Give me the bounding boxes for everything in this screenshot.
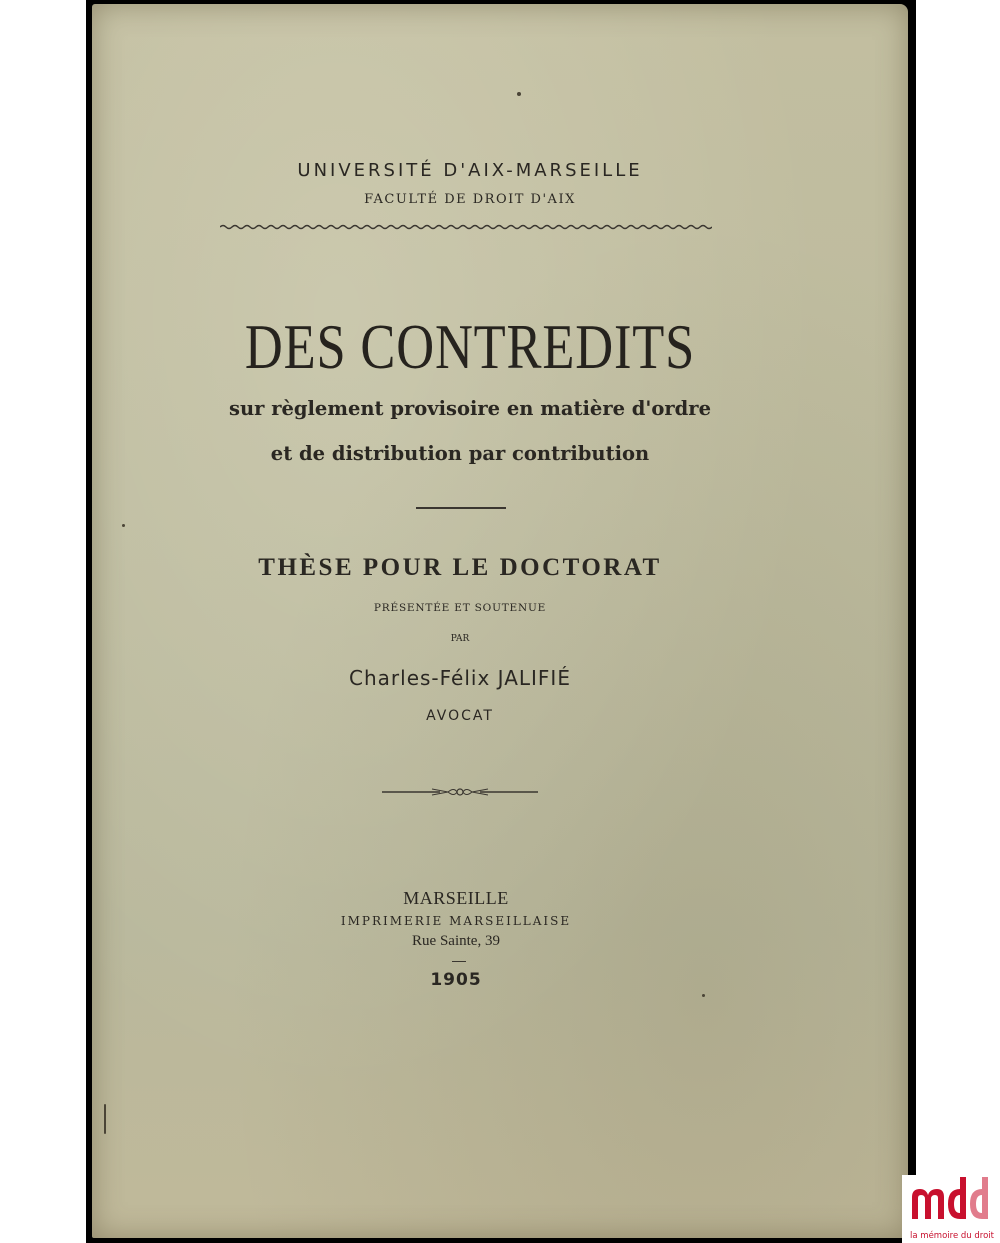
by-line: PAR bbox=[450, 634, 470, 644]
paper-speck bbox=[517, 92, 521, 96]
thesis-heading: THÈSE POUR LE DOCTORAT bbox=[258, 554, 662, 581]
subtitle-line-1: sur règlement provisoire en matière d'ordre bbox=[228, 397, 711, 420]
watermark-logo bbox=[902, 1175, 1000, 1243]
book-cover bbox=[92, 4, 908, 1238]
printer-address: Rue Sainte, 39 bbox=[412, 933, 500, 949]
author-name: Charles-Félix JALIFIÉ bbox=[349, 666, 571, 690]
watermark-tagline: la mémoire du droit bbox=[910, 1231, 994, 1241]
tiny-divider bbox=[452, 961, 466, 962]
mdd-logo-icon bbox=[908, 1175, 998, 1227]
publisher-city: MARSEILLE bbox=[403, 888, 509, 908]
paper-speck bbox=[702, 994, 705, 997]
author-profession: AVOCAT bbox=[426, 708, 494, 724]
short-divider bbox=[416, 507, 506, 509]
presented-line: PRÉSENTÉE ET SOUTENUE bbox=[373, 602, 547, 614]
main-title: DES CONTREDITS bbox=[244, 311, 696, 382]
university-name: UNIVERSITÉ D'AIX-MARSEILLE bbox=[297, 160, 643, 181]
publication-year: 1905 bbox=[430, 970, 482, 990]
faculty-name: FACULTÉ DE DROIT D'AIX bbox=[364, 192, 576, 207]
subtitle-line-2: et de distribution par contribution bbox=[270, 442, 650, 465]
printer-name: IMPRIMERIE MARSEILLAISE bbox=[340, 914, 572, 928]
paper-speck bbox=[122, 524, 125, 527]
wavy-divider bbox=[220, 223, 712, 231]
paper-speck bbox=[104, 1104, 106, 1134]
ornament-divider bbox=[382, 785, 538, 799]
